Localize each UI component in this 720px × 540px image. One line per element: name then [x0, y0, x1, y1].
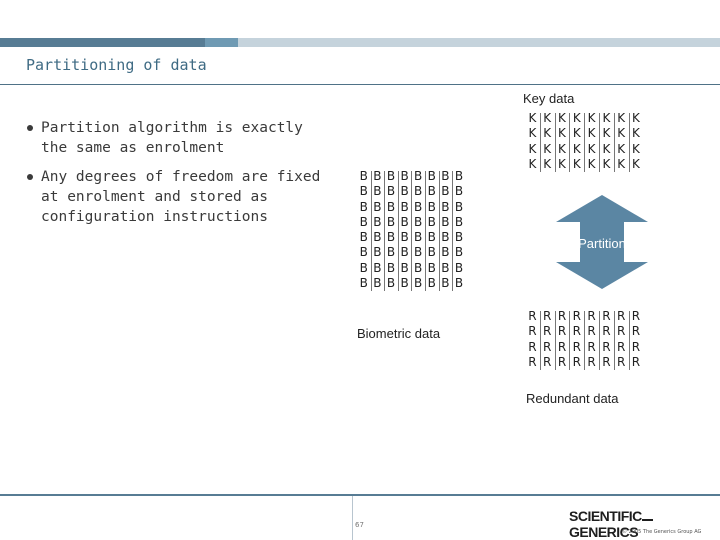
- biometric-cell: B: [454, 214, 464, 229]
- key-cell: K: [602, 141, 611, 156]
- redundant-cell: R: [528, 339, 537, 354]
- biometric-cell: B: [373, 276, 382, 291]
- redundant-cell: R: [557, 309, 567, 323]
- biometric-cell: B: [441, 230, 450, 245]
- key-cell: K: [632, 156, 640, 171]
- redundant-cell: R: [543, 339, 552, 354]
- redundant-cell: R: [543, 354, 552, 369]
- key-data-label: Key data: [523, 91, 575, 106]
- redundant-cell: R: [631, 339, 641, 354]
- redundant-cell: R: [631, 324, 641, 339]
- biometric-cell: B: [441, 184, 450, 199]
- redundant-cell: R: [528, 354, 537, 369]
- biometric-cell: B: [454, 184, 464, 199]
- biometric-cell: B: [454, 199, 464, 214]
- key-cell: K: [632, 141, 640, 156]
- bullet-text: Any degrees of freedom are fixed at enrolment and stored as configuration instructions: [41, 169, 321, 225]
- key-cell: K: [558, 111, 566, 125]
- biometric-column-line: [384, 171, 385, 291]
- biometric-cell: B: [400, 199, 409, 214]
- bullet-dot-icon: [27, 125, 33, 131]
- bullet-item: [24, 167, 324, 227]
- biometric-cell: B: [359, 199, 368, 214]
- redundant-cell: R: [543, 324, 552, 339]
- biometric-column-line: [411, 171, 412, 291]
- redundant-cell: R: [602, 339, 611, 354]
- biometric-cell: B: [414, 184, 423, 199]
- key-cell: K: [617, 156, 626, 171]
- biometric-cell: B: [414, 245, 423, 260]
- key-cell: K: [558, 126, 566, 141]
- logo-underscore: [642, 519, 653, 521]
- key-column-line: [584, 113, 585, 172]
- bullet-dot-icon: [27, 174, 33, 180]
- redundant-column-line: [614, 311, 615, 370]
- biometric-cell: B: [386, 184, 396, 199]
- redundant-cell: R: [528, 324, 537, 339]
- key-cell: K: [528, 111, 537, 125]
- key-column-line: [614, 113, 615, 172]
- biometric-data-label: Biometric data: [357, 326, 441, 341]
- biometric-cell: B: [454, 276, 464, 291]
- key-cell: K: [543, 156, 552, 171]
- key-column-line: [555, 113, 556, 172]
- redundant-cell: R: [587, 309, 596, 323]
- accent-segment-dark: [0, 38, 205, 47]
- biometric-cell: B: [400, 169, 409, 183]
- biometric-cell: B: [373, 245, 382, 260]
- redundant-cell: R: [587, 324, 596, 339]
- redundant-cell: R: [602, 354, 611, 369]
- biometric-cell: B: [441, 245, 450, 260]
- biometric-cell: B: [400, 276, 409, 291]
- redundant-column-line: [629, 311, 630, 370]
- accent-segment-mid: [205, 38, 238, 47]
- redundant-cell: R: [617, 324, 626, 339]
- biometric-cell: B: [386, 260, 396, 275]
- key-cell: K: [632, 126, 640, 141]
- biometric-column-line: [439, 171, 440, 291]
- biometric-column-line: [398, 171, 399, 291]
- key-cell: K: [543, 111, 552, 125]
- biometric-cell: B: [441, 199, 450, 214]
- biometric-cell: B: [441, 214, 450, 229]
- redundant-cell: R: [617, 354, 626, 369]
- biometric-cell: B: [400, 230, 409, 245]
- biometric-cell: B: [400, 214, 409, 229]
- biometric-cell: B: [441, 276, 450, 291]
- biometric-cell: B: [427, 214, 436, 229]
- key-cell: K: [587, 111, 596, 125]
- biometric-cell: B: [427, 184, 436, 199]
- biometric-cell: B: [386, 230, 396, 245]
- biometric-cell: B: [359, 245, 368, 260]
- redundant-cell: R: [631, 309, 641, 323]
- biometric-cell: B: [373, 214, 382, 229]
- key-cell: K: [543, 126, 552, 141]
- redundant-cell: R: [572, 309, 581, 323]
- biometric-cell: B: [359, 184, 368, 199]
- key-cell: K: [617, 126, 626, 141]
- redundant-cell: R: [572, 324, 581, 339]
- redundant-column-line: [599, 311, 600, 370]
- biometric-cell: B: [454, 260, 464, 275]
- redundant-cell: R: [572, 354, 581, 369]
- biometric-cell: B: [386, 276, 396, 291]
- key-cell: K: [528, 126, 537, 141]
- redundant-cell: R: [602, 309, 611, 323]
- slide-title: Partitioning of data: [26, 56, 207, 74]
- partition-label: Partition: [578, 236, 626, 251]
- accent-segment-light: [238, 38, 720, 47]
- logo-text-right: GENERICS: [569, 524, 639, 540]
- key-cell: K: [572, 111, 581, 125]
- biometric-cell: B: [373, 184, 382, 199]
- biometric-cell: B: [427, 199, 436, 214]
- biometric-cell: B: [359, 260, 368, 275]
- logo-text-left: SCIENTIFIC: [569, 508, 642, 524]
- biometric-cell: B: [454, 230, 464, 245]
- top-accent-bar: [0, 38, 720, 47]
- bullet-text: Partition algorithm is exactly the same as enrolment: [41, 120, 303, 156]
- biometric-cell: B: [414, 199, 423, 214]
- biometric-cell: B: [400, 184, 409, 199]
- biometric-cell: B: [400, 260, 409, 275]
- redundant-cell: R: [602, 324, 611, 339]
- page-number: 67: [355, 521, 364, 529]
- biometric-cell: B: [454, 169, 464, 183]
- key-column-line: [569, 113, 570, 172]
- key-cell: K: [572, 156, 581, 171]
- biometric-data-grid: [357, 169, 466, 291]
- footer-separator: [352, 496, 353, 540]
- biometric-column-line: [425, 171, 426, 291]
- biometric-cell: B: [427, 276, 436, 291]
- key-cell: K: [528, 141, 537, 156]
- biometric-cell: B: [414, 230, 423, 245]
- key-cell: K: [587, 141, 596, 156]
- key-column-line: [629, 113, 630, 172]
- biometric-cell: B: [359, 276, 368, 291]
- biometric-cell: B: [359, 214, 368, 229]
- biometric-cell: B: [441, 169, 450, 183]
- biometric-cell: B: [373, 260, 382, 275]
- biometric-column-line: [452, 171, 453, 291]
- redundant-column-line: [584, 311, 585, 370]
- biometric-cell: B: [373, 199, 382, 214]
- key-cell: K: [602, 111, 611, 125]
- key-cell: K: [528, 156, 537, 171]
- biometric-column-line: [371, 171, 372, 291]
- key-cell: K: [602, 156, 611, 171]
- redundant-cell: R: [617, 339, 626, 354]
- biometric-cell: B: [414, 169, 423, 183]
- key-column-line: [599, 113, 600, 172]
- footer-divider: [0, 494, 720, 496]
- key-data-grid: [525, 111, 643, 172]
- biometric-cell: B: [386, 199, 396, 214]
- redundant-cell: R: [557, 339, 567, 354]
- redundant-column-line: [555, 311, 556, 370]
- biometric-cell: B: [386, 169, 396, 183]
- title-divider: [0, 84, 720, 85]
- biometric-cell: B: [359, 169, 368, 183]
- biometric-cell: B: [427, 245, 436, 260]
- key-cell: K: [587, 126, 596, 141]
- biometric-cell: B: [427, 260, 436, 275]
- biometric-cell: B: [427, 230, 436, 245]
- copyright-notice: © 2005 The Generics Group AG: [622, 529, 702, 535]
- redundant-data-grid: [525, 309, 643, 370]
- company-logo: [569, 508, 720, 540]
- redundant-column-line: [569, 311, 570, 370]
- redundant-cell: R: [587, 354, 596, 369]
- redundant-cell: R: [557, 354, 567, 369]
- biometric-cell: B: [414, 260, 423, 275]
- key-cell: K: [558, 141, 566, 156]
- redundant-data-label: Redundant data: [526, 391, 619, 406]
- redundant-cell: R: [572, 339, 581, 354]
- key-cell: K: [617, 111, 626, 125]
- biometric-cell: B: [441, 260, 450, 275]
- key-cell: K: [587, 156, 596, 171]
- biometric-cell: B: [400, 245, 409, 260]
- biometric-cell: B: [373, 230, 382, 245]
- key-cell: K: [572, 141, 581, 156]
- redundant-cell: R: [557, 324, 567, 339]
- biometric-cell: B: [427, 169, 436, 183]
- key-cell: K: [572, 126, 581, 141]
- redundant-cell: R: [528, 309, 537, 323]
- bullet-item: [24, 118, 324, 158]
- biometric-cell: B: [414, 214, 423, 229]
- biometric-cell: B: [386, 245, 396, 260]
- key-column-line: [540, 113, 541, 172]
- key-cell: K: [602, 126, 611, 141]
- redundant-cell: R: [631, 354, 641, 369]
- bullet-list: [24, 118, 324, 236]
- redundant-column-line: [540, 311, 541, 370]
- redundant-cell: R: [617, 309, 626, 323]
- key-cell: K: [632, 111, 640, 125]
- key-cell: K: [543, 141, 552, 156]
- biometric-cell: B: [454, 245, 464, 260]
- redundant-cell: R: [543, 309, 552, 323]
- key-cell: K: [558, 156, 566, 171]
- biometric-cell: B: [373, 169, 382, 183]
- key-cell: K: [617, 141, 626, 156]
- biometric-cell: B: [386, 214, 396, 229]
- biometric-cell: B: [359, 230, 368, 245]
- biometric-cell: B: [414, 276, 423, 291]
- redundant-cell: R: [587, 339, 596, 354]
